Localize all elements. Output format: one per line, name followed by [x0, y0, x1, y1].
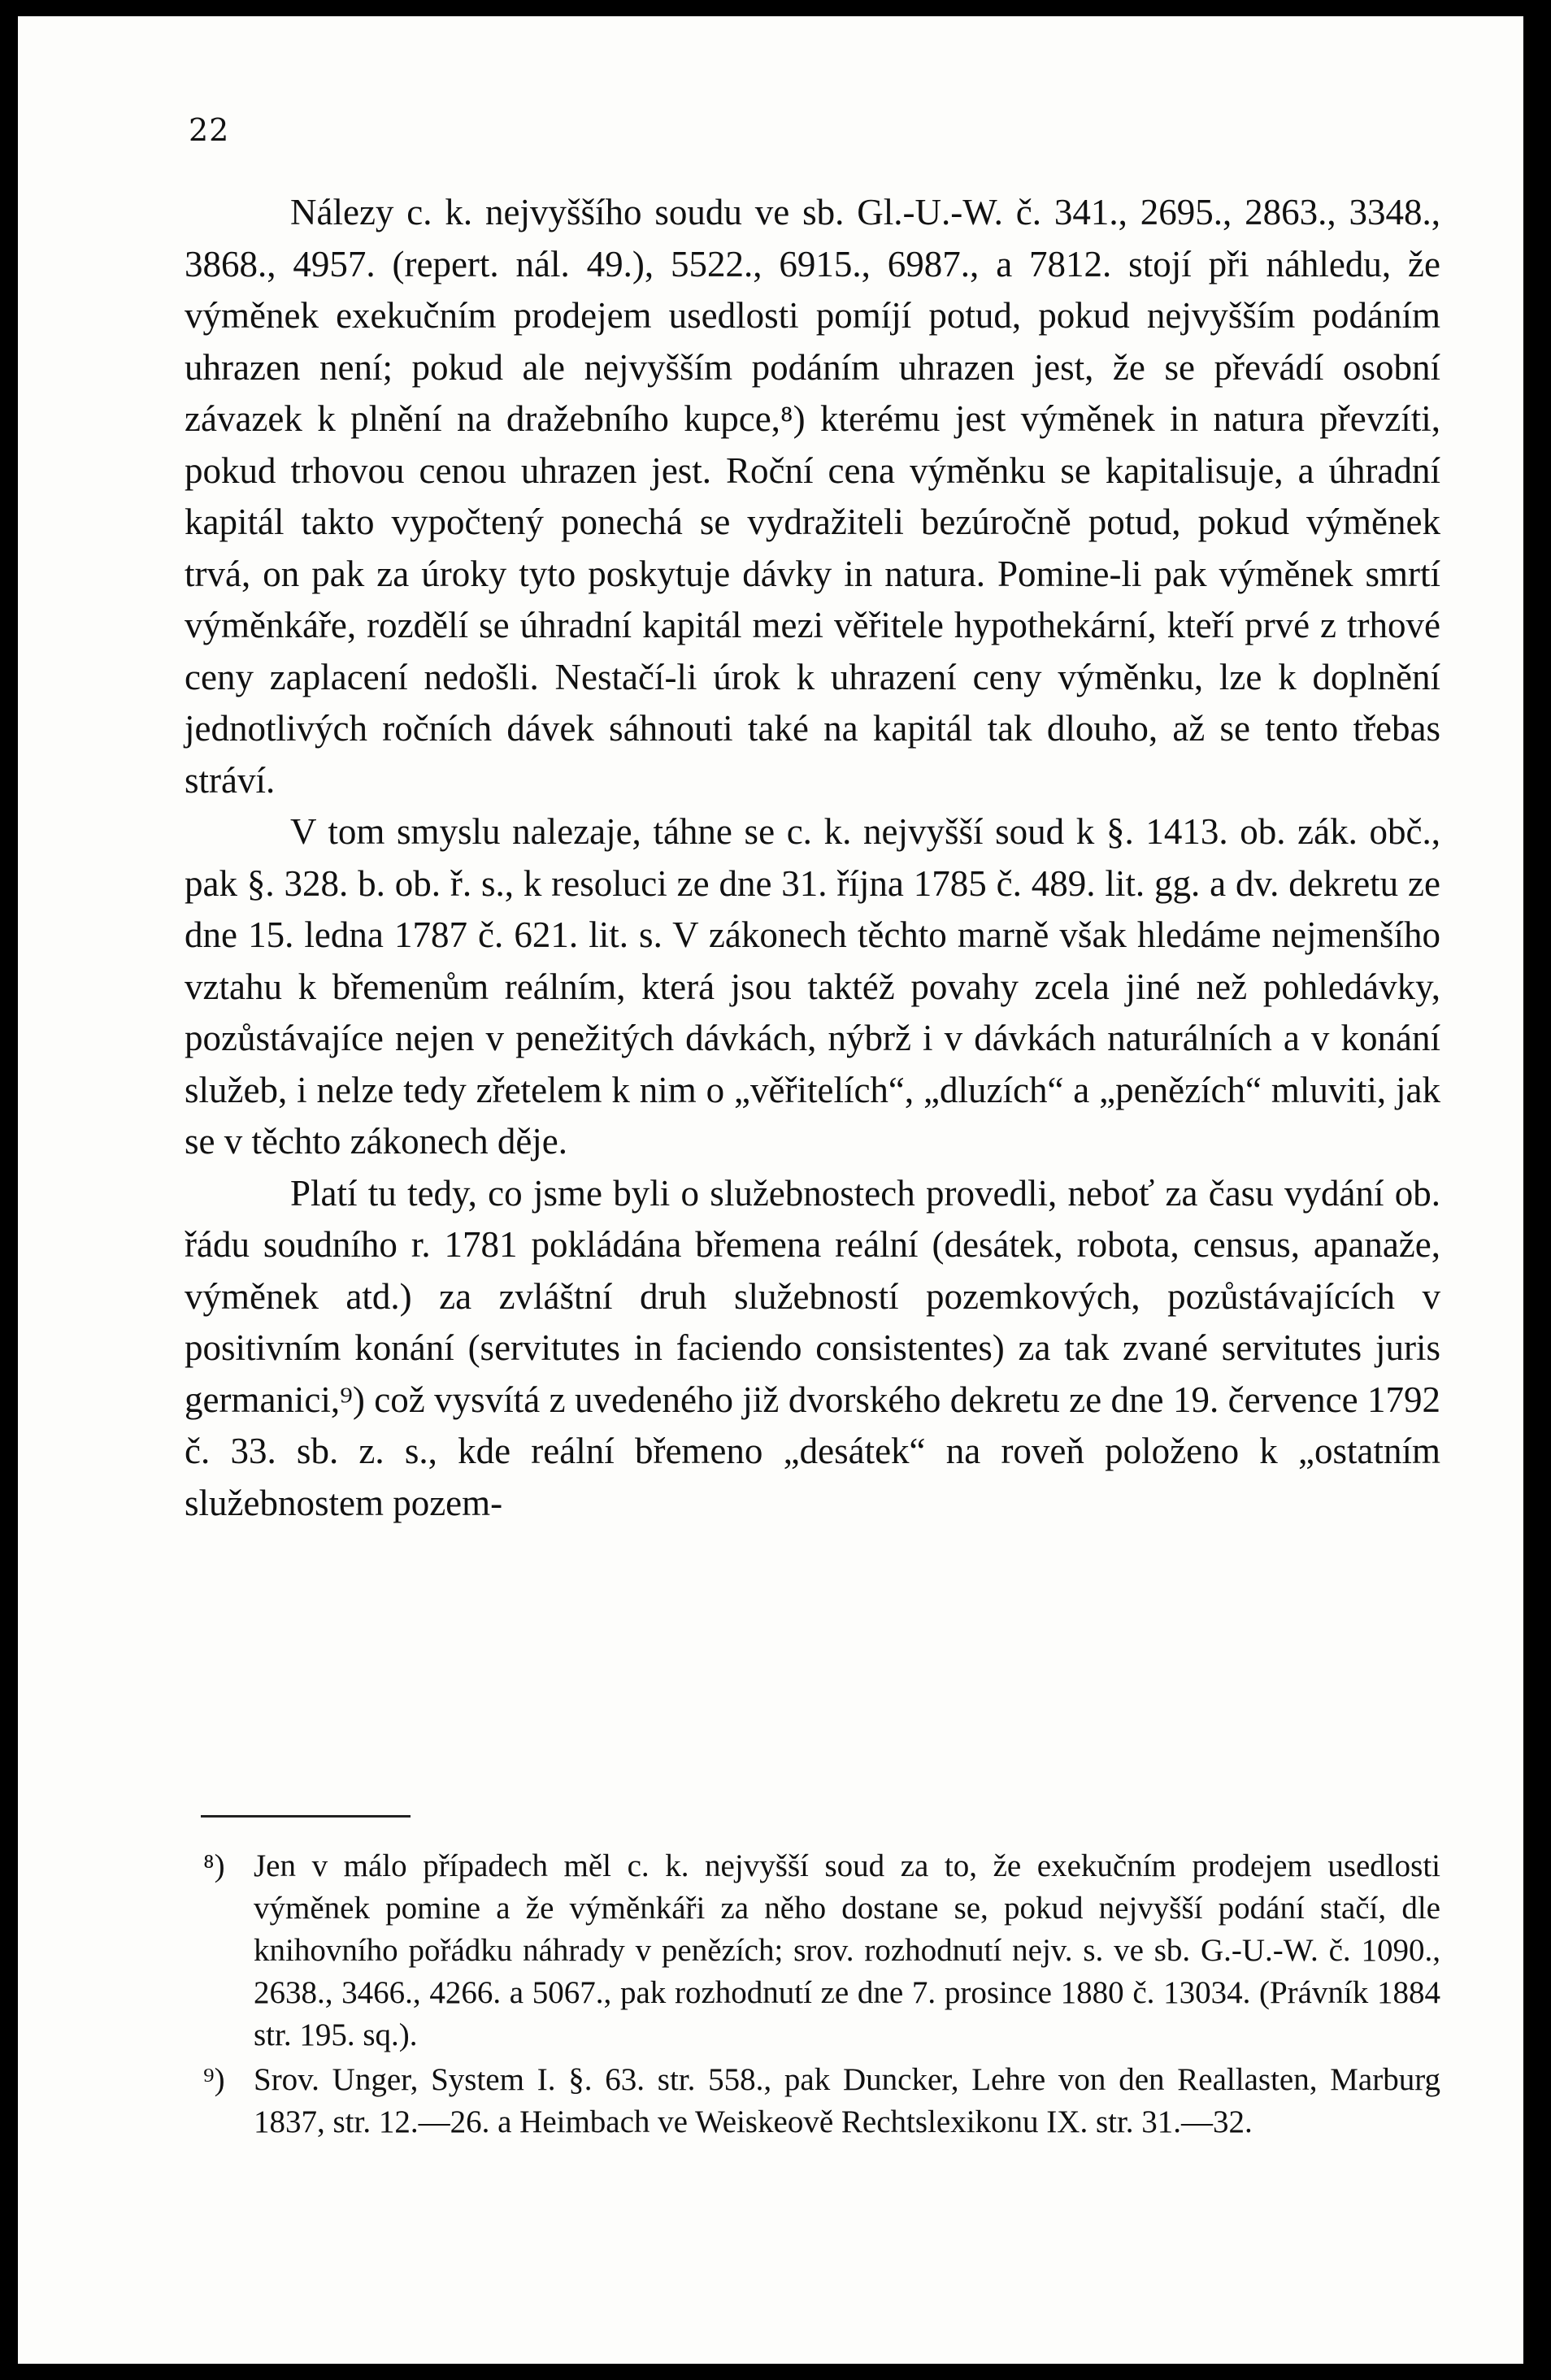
footnotes	[203, 1845, 1440, 2146]
document-page	[18, 16, 1523, 2364]
footnote-8	[203, 1845, 1440, 2056]
footnote-mark: ⁸)	[203, 1848, 225, 1883]
footnote-text: Srov. Unger, System I. §. 63. str. 558., pak Duncker, Lehre von den Reallasten, Marburg 1837, str. 12.—26. a Heimbach ve Weiskeově Rechtslexikonu IX. str. 31.—32.	[254, 2062, 1440, 2139]
footnote-text: Jen v málo případech měl c. k. nejvyšší soud za to, že exekučním prodejem usedlosti výměnek pomine a že výměnkáři za něho dostane se, pokud nejvyšší podání stačí, dle knihovního pořádku náhrady v penězích; srov. rozhodnutí nejv. s. ve sb. G.-U.-W. č. 1090., 2638., 3466., 4266. a 5067., pak rozhodnutí ze dne 7. prosince 1880 č. 13034. (Právník 1884 str. 195. sq.).	[254, 1848, 1440, 2052]
page-number: 22	[189, 112, 230, 148]
paragraph-3: Platí tu tedy, co jsme byli o služebnostech provedli, neboť za času vydání ob. řádu soudního r. 1781 pokládána břemena reální (desátek, robota, census, apanaže, výměnek atd.) za zvláštní druh služebností pozemkových, pozůstávajících v positivním konání (servitutes in faciendo consistentes) za tak zvané servitutes juris germanici,⁹) což vysvítá z uvedeného již dvorského dekretu ze dne 19. července 1792 č. 33. sb. z. s., kde reální břemeno „desátek“ na roveň položeno k „ostatním služebnostem pozem-	[185, 1172, 1440, 1523]
paragraph-2: V tom smyslu nalezaje, táhne se c. k. nejvyšší soud k §. 1413. ob. zák. obč., pak §. 328. b. ob. ř. s., k resoluci ze dne 31. října 1785 č. 489. lit. gg. a dv. dekretu ze dne 15. ledna 1787 č. 621. lit. s. V zákonech těchto marně však hledáme nejmenšího vztahu k břemenům reálním, která jsou taktéž povahy zcela jiné než pohledávky, pozůstávajíce nejen v penežitých dávkách, nýbrž i v dávkách naturálních a v konání služeb, i nelze tedy zřetelem k nim o „věřitelích“, „dluzích“ a „penězích“ mluviti, jak se v těchto zákonech děje.	[185, 811, 1440, 1162]
footnote-mark: ⁹)	[203, 2062, 225, 2097]
paragraph-1: Nálezy c. k. nejvyššího soudu ve sb. Gl.-U.-W. č. 341., 2695., 2863., 3348., 3868., 4957. (repert. nál. 49.), 5522., 6915., 6987., a 7812. stojí při náhledu, že výměnek exekučním prodejem usedlosti pomíjí potud, pokud nejvyšším podáním uhrazen není; pokud ale nejvyšším podáním uhrazen jest, že se převádí osobní závazek k plnění na dražebního kupce,⁸) kterému jest výměnek in natura převzíti, pokud trhovou cenou uhrazen jest. Roční cena výměnku se kapitalisuje, a úhradní kapitál takto vypočtený ponechá se vydražiteli bezúročně potud, pokud výměnek trvá, on pak za úroky tyto poskytuje dávky in natura. Pomine-li pak výměnek smrtí výměnkáře, rozdělí se úhradní kapitál mezi věřitele hypothekární, kteří prvé z trhové ceny zaplacení nedošli. Nestačí-li úrok k uhrazení ceny výměnku, lze k doplnění jednotlivých ročních dávek sáhnouti také na kapitál tak dlouho, až se tento třebas stráví.	[185, 192, 1440, 801]
footnote-separator	[201, 1815, 411, 1818]
main-text	[185, 187, 1440, 1529]
footnote-9	[203, 2059, 1440, 2143]
